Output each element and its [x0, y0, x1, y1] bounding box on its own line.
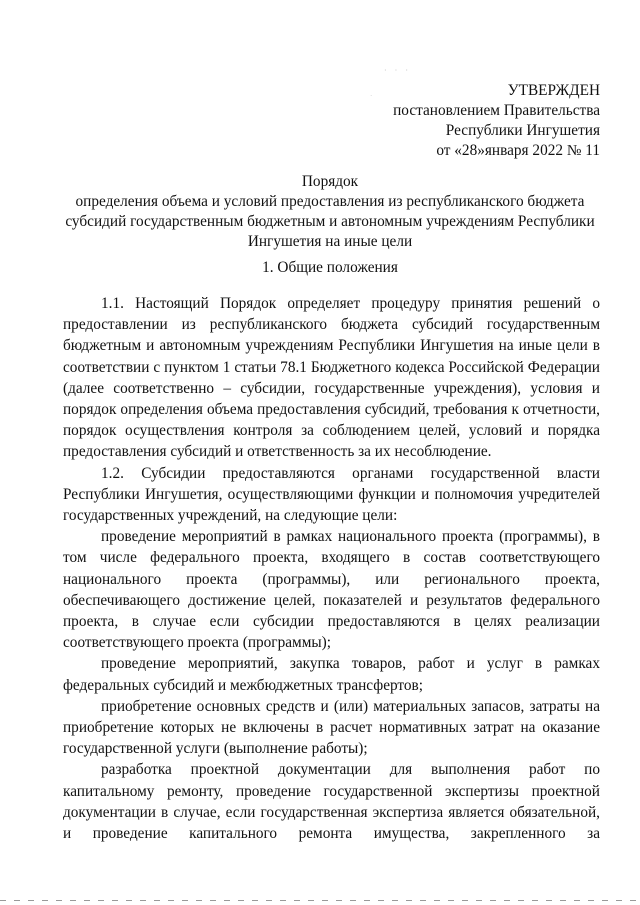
section-heading: 1. Общие положения — [262, 259, 398, 276]
title-line: субсидий государственным бюджетным и автономным учреждениям Республики — [65, 213, 595, 230]
scan-artifact: · · · — [384, 66, 411, 75]
title-line: определения объема и условий предоставления из республиканского бюджета — [75, 193, 585, 210]
document-title — [60, 172, 600, 252]
title-line: Ингушетия на иные цели — [247, 233, 413, 250]
title-heading: Порядок — [301, 173, 359, 190]
document-body — [63, 293, 600, 844]
approval-decree: постановлением Правительства — [393, 102, 600, 119]
paragraph-1-2: 1.2. Субсидии предоставляются органами государственной власти Республики Ингушетия, осуществляющими функции и полномочия учредителей государственных учреждений, на следующие цели: — [63, 464, 600, 525]
list-item-federal-subsidies: проведение мероприятий, закупка товаров, работ и услуг в рамках федеральных субсидий и межбюджетных трансфертов; — [63, 655, 600, 694]
scan-artifact: · — [370, 92, 373, 100]
paragraph-1-1: 1.1. Настоящий Порядок определяет процедуру принятия решений о предоставлении из республиканского бюджета субсидий государственным бюджетным и автономным учреждениям Республики Ингушетия на иные цели в соответствии с пунктом 1 статьи 78.1 Бюджетного кодекса Российской Федерации (далее соответственно – субсидии, государственные учреждения), условия и порядок определения объема предоставления субсидий, требования к отчетности, порядок осуществления контроля за соблюдением целей, условий и порядка предоставления субсидий и ответственность за их несоблюдение. — [63, 295, 600, 461]
approval-republic: Республики Ингушетия — [445, 122, 600, 139]
approval-stamp — [393, 81, 600, 161]
list-item-national-project: проведение мероприятий в рамках национального проекта (программы), в том числе федерального проекта, входящего в состав соответствующего национального проекта (программы), или регионального проекта, обеспечивающего достижение целей, показателей и результатов федерального проекта, в случае если субсидии предоставляются в целях реализации соответствующего проекта (программы); — [63, 528, 600, 652]
approval-title: УТВЕРЖДЕН — [507, 82, 600, 99]
scan-edge — [0, 900, 640, 901]
list-item-fixed-assets: приобретение основных средств и (или) материальных запасов, затраты на приобретение которых не включены в расчет нормативных затрат на оказание государственной услуги (выполнение работы); — [63, 697, 600, 758]
list-item-design-documentation: разработка проектной документации для выполнения работ по капитальному ремонту, проведение государственной экспертизы проектной документации в случае, если государственная экспертиза является обязательной, и проведение капитального ремонта имущества, закрепленного за — [63, 761, 600, 843]
approval-date: от «28»января 2022 № 11 — [436, 142, 600, 159]
